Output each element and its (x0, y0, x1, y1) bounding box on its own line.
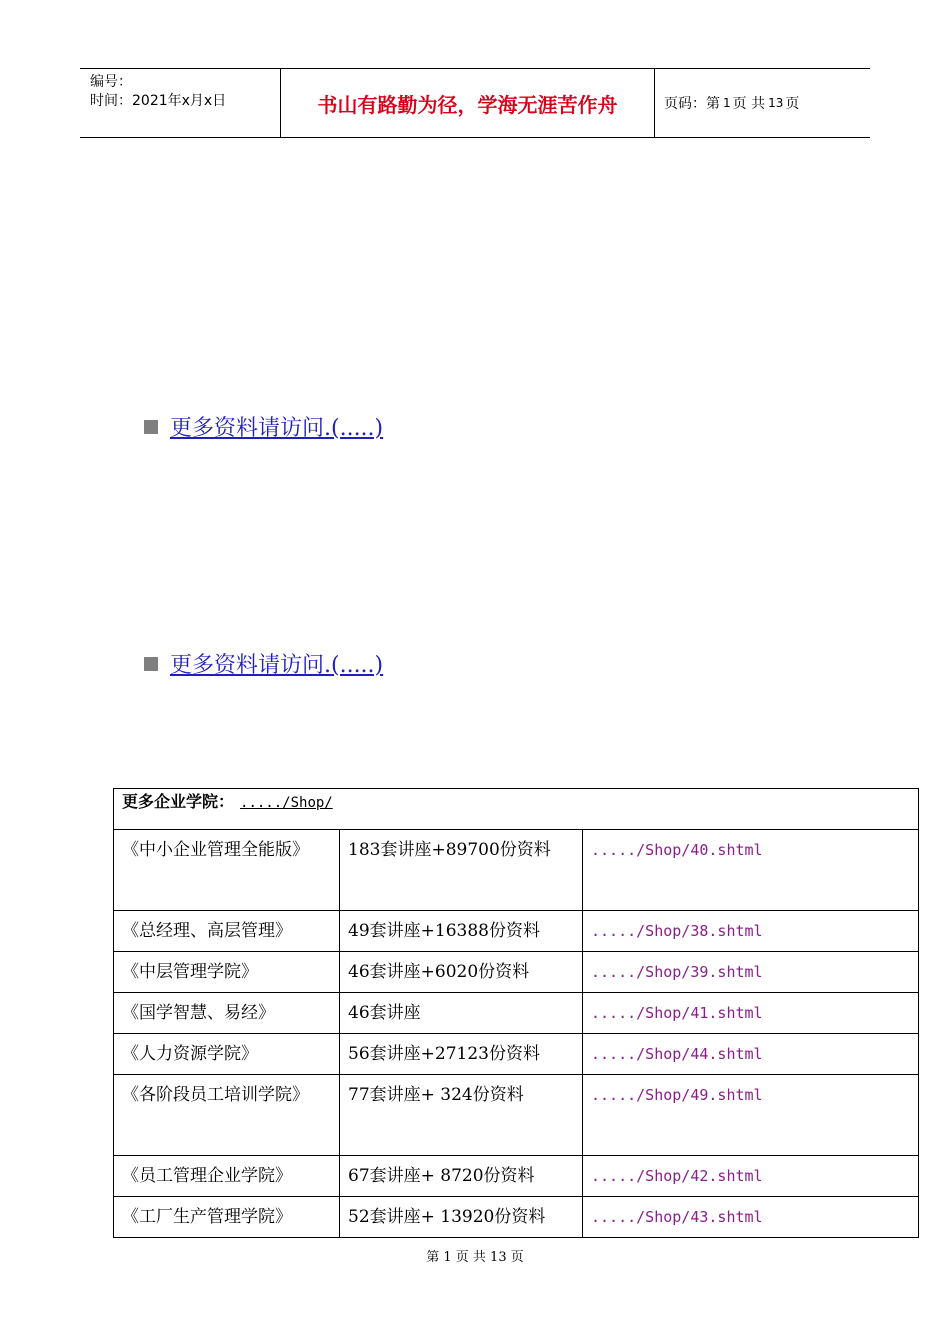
table-row (114, 1156, 919, 1197)
page-prefix: 页码：第 (664, 96, 720, 112)
resource-link-item (144, 648, 383, 679)
resource-link[interactable]: 更多资料请访问.(.....) (170, 416, 384, 441)
course-name: 《人力资源学院》 (114, 1034, 340, 1075)
course-link[interactable]: ...../Shop/49.shtml (583, 1075, 919, 1156)
resource-link[interactable]: 更多资料请访问.(.....) (170, 653, 384, 678)
page-footer: 第 1 页 共 13 页 (426, 1250, 524, 1265)
table-row (114, 911, 919, 952)
courses-heading-row (114, 789, 919, 830)
page-current: 1 (723, 96, 731, 110)
course-name: 《总经理、高层管理》 (114, 911, 340, 952)
square-bullet-icon (144, 657, 158, 671)
table-row (114, 1075, 919, 1156)
course-count: 77套讲座+ 324份资料 (340, 1075, 583, 1156)
courses-heading-link[interactable]: ...../Shop/ (240, 795, 333, 811)
course-name: 《员工管理企业学院》 (114, 1156, 340, 1197)
course-name: 《国学智慧、易经》 (114, 993, 340, 1034)
table-row (114, 1197, 919, 1238)
course-link[interactable]: ...../Shop/43.shtml (583, 1197, 919, 1238)
course-link[interactable]: ...../Shop/40.shtml (583, 830, 919, 911)
header-meta-cell (80, 69, 281, 137)
course-count: 56套讲座+27123份资料 (340, 1034, 583, 1075)
table-row (114, 1034, 919, 1075)
course-link[interactable]: ...../Shop/38.shtml (583, 911, 919, 952)
course-name: 《中层管理学院》 (114, 952, 340, 993)
square-bullet-icon (144, 420, 158, 434)
course-count: 52套讲座+ 13920份资料 (340, 1197, 583, 1238)
course-link[interactable]: ...../Shop/39.shtml (583, 952, 919, 993)
table-row (114, 993, 919, 1034)
course-link[interactable]: ...../Shop/44.shtml (583, 1034, 919, 1075)
page-suffix: 页 (785, 96, 800, 112)
page-header (80, 68, 870, 138)
course-count: 49套讲座+16388份资料 (340, 911, 583, 952)
page-mid: 页 共 (732, 96, 766, 112)
courses-table (113, 788, 919, 1238)
header-motto: 书山有路勤为径，学海无涯苦作舟 (281, 69, 655, 137)
course-name: 《中小企业管理全能版》 (114, 830, 340, 911)
course-link[interactable]: ...../Shop/42.shtml (583, 1156, 919, 1197)
serial-label: 编号： (90, 74, 132, 90)
date-label: 时间：2021年x月x日 (90, 93, 227, 109)
course-count: 46套讲座 (340, 993, 583, 1034)
header-page-number (655, 69, 870, 137)
table-row (114, 952, 919, 993)
course-name: 《工厂生产管理学院》 (114, 1197, 340, 1238)
page-total: 13 (768, 96, 784, 110)
course-name: 《各阶段员工培训学院》 (114, 1075, 340, 1156)
course-count: 46套讲座+6020份资料 (340, 952, 583, 993)
course-count: 183套讲座+89700份资料 (340, 830, 583, 911)
courses-heading: 更多企业学院： (122, 792, 235, 811)
course-link[interactable]: ...../Shop/41.shtml (583, 993, 919, 1034)
course-count: 67套讲座+ 8720份资料 (340, 1156, 583, 1197)
table-row (114, 830, 919, 911)
resource-link-item (144, 411, 383, 442)
